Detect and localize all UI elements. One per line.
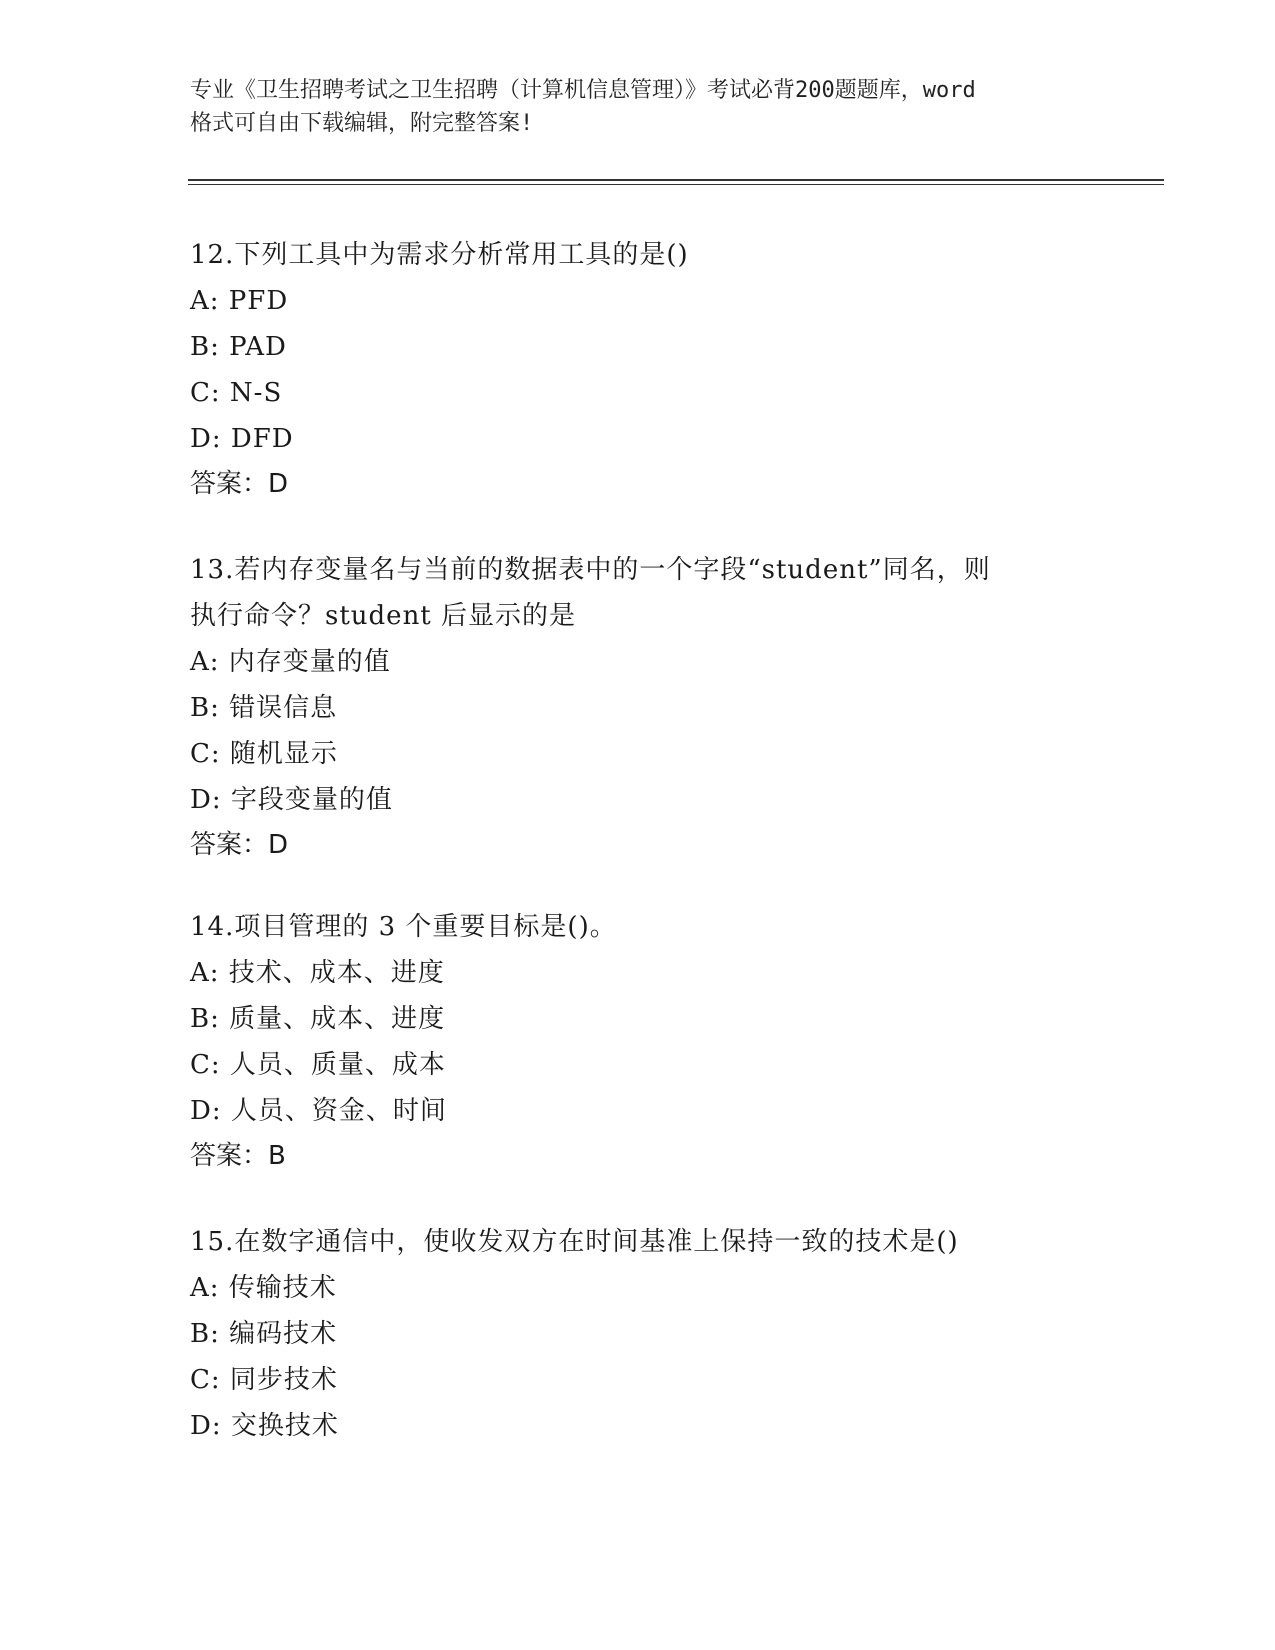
option-a: A: 技术、成本、进度 — [190, 958, 445, 988]
option-d: D: 交换技术 — [190, 1411, 339, 1441]
answer: 答案：B — [190, 1141, 286, 1171]
question-stem: 13.若内存变量名与当前的数据表中的一个字段“student”同名，则 — [190, 555, 991, 585]
option-d: D: 字段变量的值 — [190, 785, 393, 815]
option-b: B: PAD — [190, 332, 287, 362]
option-c: C: 同步技术 — [190, 1365, 338, 1395]
question-stem-line-2: 执行命令？student 后显示的是 — [190, 601, 577, 631]
option-c: C: 人员、质量、成本 — [190, 1050, 446, 1080]
option-b: B: 质量、成本、进度 — [190, 1004, 446, 1034]
option-c: C: 随机显示 — [190, 739, 338, 769]
answer: 答案：D — [190, 830, 289, 860]
option-d: D: DFD — [190, 424, 294, 454]
option-d: D: 人员、资金、时间 — [190, 1096, 447, 1126]
option-a: A: 传输技术 — [190, 1273, 337, 1303]
answer: 答案：D — [190, 469, 289, 499]
header-divider-thin — [188, 184, 1164, 185]
option-b: B: 错误信息 — [190, 693, 338, 723]
question-15 — [190, 1219, 1090, 1449]
option-a: A: 内存变量的值 — [190, 647, 391, 677]
option-b: B: 编码技术 — [190, 1319, 338, 1349]
document-header — [190, 74, 1090, 140]
option-c: C: N-S — [190, 378, 283, 408]
question-14 — [190, 904, 1090, 1178]
question-13 — [190, 547, 1090, 867]
header-divider-thick — [188, 179, 1164, 181]
question-stem: 12.下列工具中为需求分析常用工具的是() — [190, 240, 689, 270]
question-stem: 15.在数字通信中，使收发双方在时间基准上保持一致的技术是() — [190, 1227, 959, 1257]
header-line-1: 专业《卫生招聘考试之卫生招聘（计算机信息管理）》考试必背200题题库，word — [190, 78, 976, 103]
option-a: A: PFD — [190, 286, 289, 316]
question-stem: 14.项目管理的 3 个重要目标是()。 — [190, 912, 617, 942]
question-12 — [190, 232, 1090, 506]
header-line-2: 格式可自由下载编辑，附完整答案! — [190, 111, 534, 136]
